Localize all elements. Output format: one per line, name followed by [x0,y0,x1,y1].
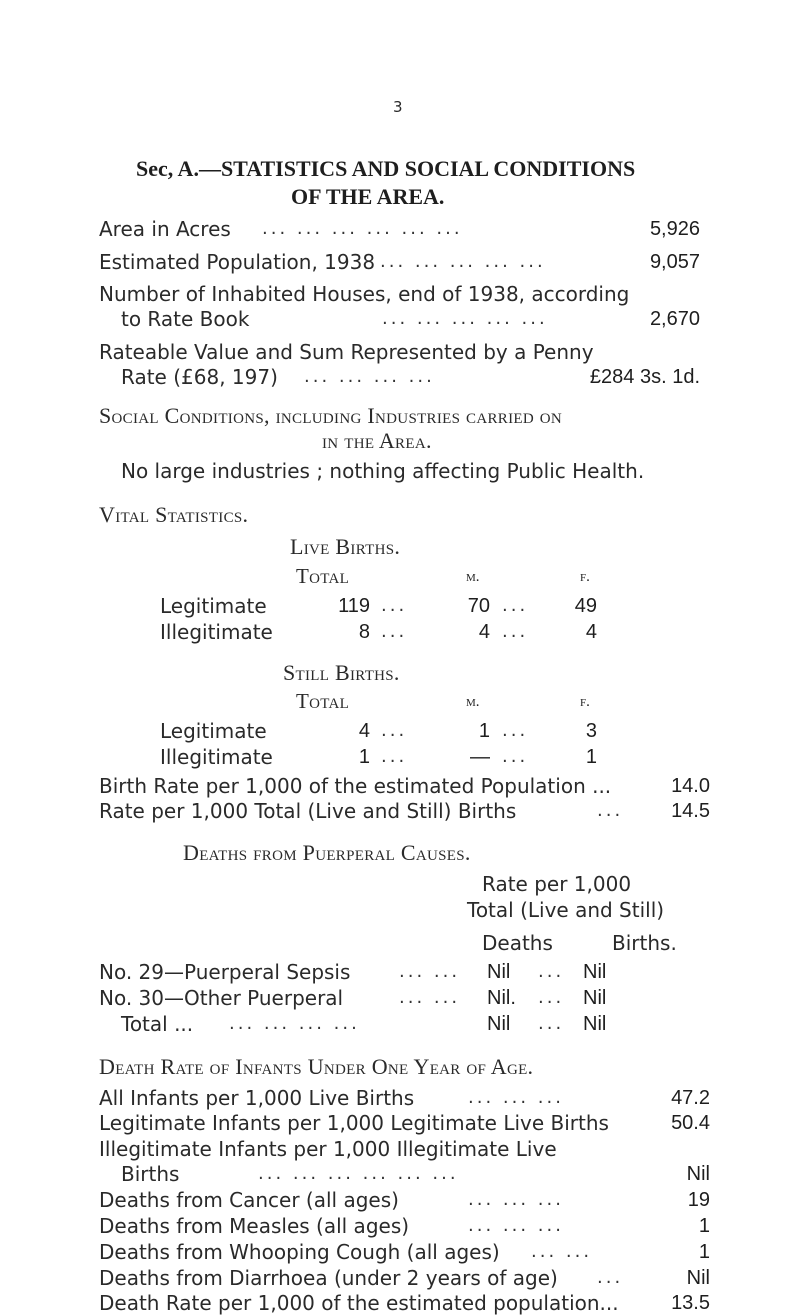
rateable-label-line1: Rateable Value and Sum Represented by a Penny [99,340,594,364]
live-row-illegitimate-label: Illegitimate [160,620,273,644]
live-row-legitimate-sep1: ... [381,595,408,616]
section-subtitle: OF THE AREA. [291,184,445,209]
area-value: 5,926 [649,218,700,240]
still-row-legitimate-total: 4 [358,720,370,742]
puerperal-row-deaths: Nil [487,961,511,983]
puerperal-row-births: Nil [583,961,607,983]
still-col-total: Total [296,689,350,713]
still-row-legitimate-label: Legitimate [160,719,267,743]
infant-row-value: 47.2 [671,1087,710,1109]
death-row-label: Deaths from Cancer (all ages) [99,1188,399,1212]
social-heading-line1: Social Conditions, including Industries carried on [99,403,563,428]
puerperal-col-births: Births. [612,931,677,955]
infant-row-label: All Infants per 1,000 Live Births [99,1086,415,1110]
death-row-value: 1 [698,1241,710,1263]
section-title: Sec, A.—STATISTICS AND SOCIAL CONDITIONS [136,156,636,181]
infant-row-value: 50.4 [671,1112,710,1134]
illegitimate-infants-label-line1: Illegitimate Infants per 1,000 Illegitimate Live [99,1137,557,1161]
live-col-f: f. [580,569,590,585]
puerperal-row-deaths: Nil. [487,987,516,1009]
live-row-illegitimate-sep1: ... [381,621,408,642]
death-row-leader: ... ... ... [468,1189,564,1210]
live-row-legitimate-label: Legitimate [160,594,267,618]
death-row-value: 13.5 [671,1292,710,1314]
birth-rate-label: Birth Rate per 1,000 of the estimated Population ... [99,774,612,798]
rateable-leader: ... ... ... ... [304,366,435,387]
population-leader: ... ... ... ... ... [380,251,546,272]
still-rate-leader: ... [597,800,624,821]
houses-leader: ... ... ... ... ... [382,308,548,329]
illegitimate-infants-leader: ... ... ... ... ... ... [258,1163,459,1184]
rateable-value: £284 3s. 1d. [589,366,700,388]
live-col-m: m. [466,569,480,585]
puerperal-row-deaths: Nil [487,1013,511,1035]
still-row-illegitimate-m: — [470,746,490,768]
still-row-legitimate-m: 1 [478,720,490,742]
infant-row-label: Legitimate Infants per 1,000 Legitimate Live Births [99,1111,609,1135]
puerperal-col-deaths: Deaths [482,931,553,955]
page-number: 3 [393,98,403,116]
puerperal-row-label: No. 29—Puerperal Sepsis [99,960,351,984]
death-row-label: Deaths from Diarrhoea (under 2 years of age) [99,1266,558,1290]
illegitimate-infants-value: Nil [686,1163,710,1185]
live-row-illegitimate-m: 4 [478,621,490,643]
vital-heading: Vital Statistics. [99,502,249,527]
rateable-label-line2: Rate (£68, 197) [121,365,278,389]
puerperal-heading: Deaths from Puerperal Causes. [183,840,471,865]
puerperal-row-leader: ... ... ... ... [229,1013,360,1034]
live-row-legitimate-total: 119 [338,595,370,617]
infant-heading: Death Rate of Infants Under One Year of Age. [99,1054,534,1079]
still-row-legitimate-sep1: ... [381,720,408,741]
puerperal-row-label: Total ... [121,1012,194,1036]
death-row-leader: ... ... [531,1241,593,1262]
death-row-label: Death Rate per 1,000 of the estimated population... [99,1291,619,1315]
still-row-legitimate-sep2: ... [502,720,529,741]
puerperal-row-leader: ... ... [399,987,461,1008]
death-row-leader: ... [597,1267,624,1288]
houses-label-line1: Number of Inhabited Houses, end of 1938, according [99,282,630,306]
death-row-label: Deaths from Measles (all ages) [99,1214,410,1238]
puerperal-row-label: No. 30—Other Puerperal [99,986,344,1010]
live-births-heading: Live Births. [290,534,401,559]
puerperal-row-births: Nil [583,987,607,1009]
live-row-legitimate-f: 49 [574,595,597,617]
puerperal-row-births: Nil [583,1013,607,1035]
death-row-value: 1 [698,1215,710,1237]
social-text: No large industries ; nothing affecting Public Health. [121,459,645,483]
still-row-legitimate-f: 3 [585,720,597,742]
houses-value: 2,670 [649,308,700,330]
still-col-f: f. [580,694,590,710]
area-label: Area in Acres [99,217,231,241]
puerperal-row-sep: ... [538,987,565,1008]
live-row-legitimate-m: 70 [467,595,490,617]
still-row-illegitimate-sep1: ... [381,746,408,767]
still-rate-label: Rate per 1,000 Total (Live and Still) Births [99,799,517,823]
area-leader: ... ... ... ... ... ... [262,218,463,239]
social-heading-line2: in the Area. [322,428,432,453]
infant-row-leader: ... ... ... [468,1087,564,1108]
death-row-label: Deaths from Whooping Cough (all ages) [99,1240,500,1264]
still-row-illegitimate-total: 1 [358,746,370,768]
live-row-illegitimate-sep2: ... [502,621,529,642]
population-value: 9,057 [649,251,700,273]
still-row-illegitimate-sep2: ... [502,746,529,767]
death-row-leader: ... ... ... [468,1215,564,1236]
still-rate-value: 14.5 [671,800,710,822]
still-births-heading: Still Births. [283,660,400,685]
still-row-illegitimate-f: 1 [585,746,597,768]
still-row-illegitimate-label: Illegitimate [160,745,273,769]
live-col-total: Total [296,564,350,588]
live-row-legitimate-sep2: ... [502,595,529,616]
live-row-illegitimate-total: 8 [358,621,370,643]
birth-rate-value: 14.0 [671,775,710,797]
puerperal-row-leader: ... ... [399,961,461,982]
death-row-value: 19 [687,1189,710,1211]
death-row-value: Nil [686,1267,710,1289]
houses-label-line2: to Rate Book [121,307,250,331]
puerperal-rate-header-line1: Rate per 1,000 [482,872,632,896]
live-row-illegitimate-f: 4 [585,621,597,643]
puerperal-row-sep: ... [538,1013,565,1034]
illegitimate-infants-label-line2: Births [121,1162,180,1186]
population-label: Estimated Population, 1938 [99,250,376,274]
puerperal-rate-header-line2: Total (Live and Still) [467,898,665,922]
puerperal-row-sep: ... [538,961,565,982]
still-col-m: m. [466,694,480,710]
